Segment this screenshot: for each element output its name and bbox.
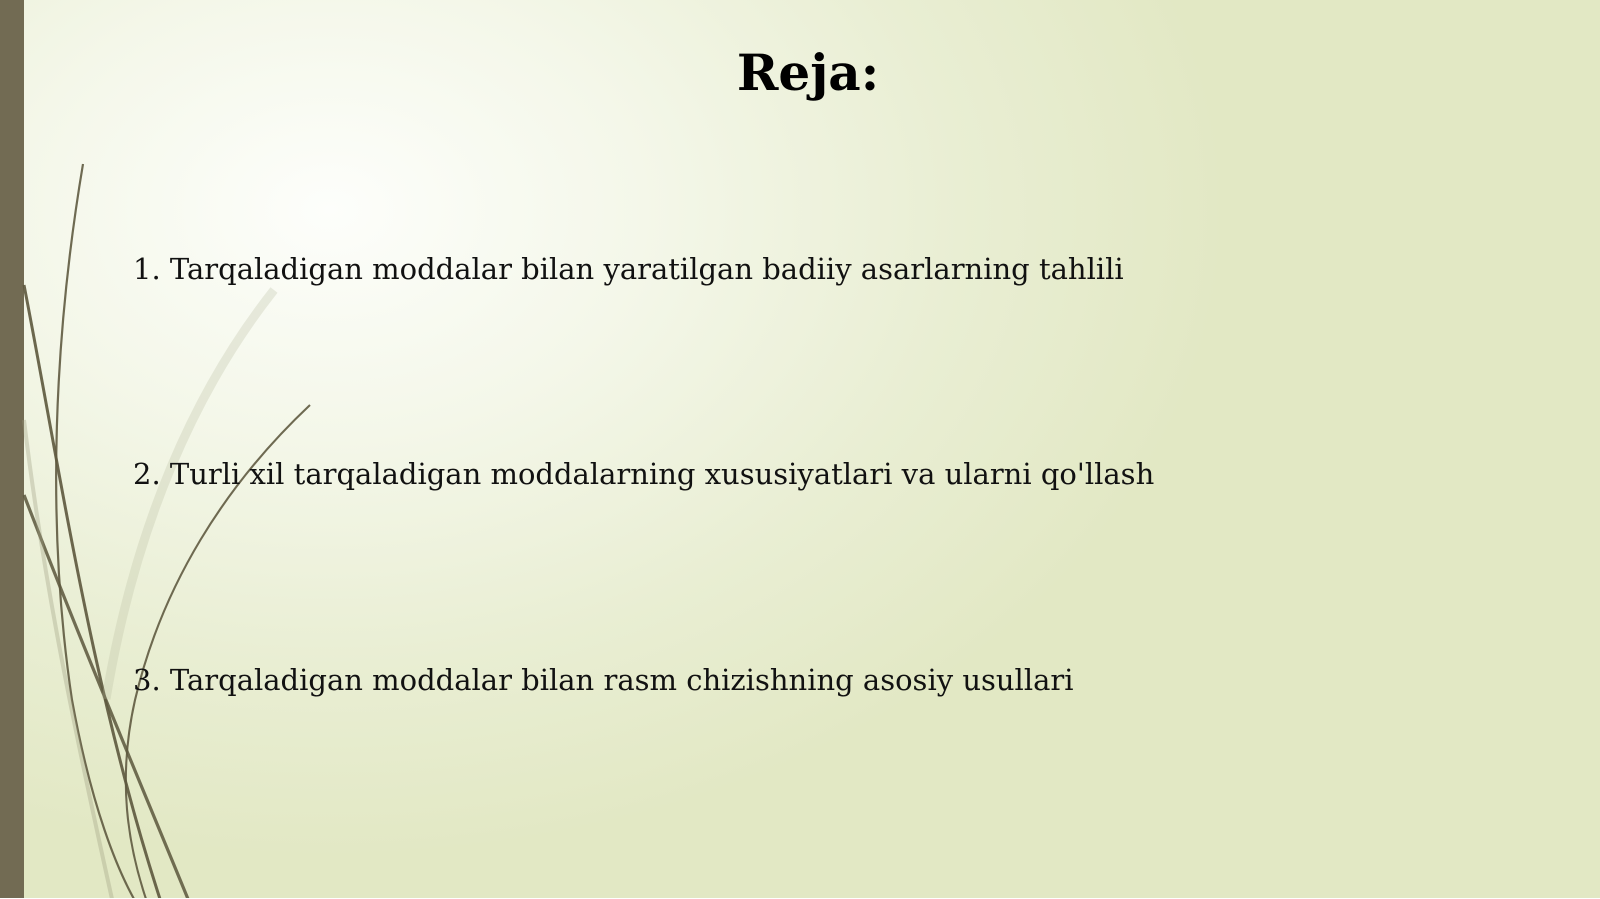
grass-blade-2 [24,285,160,899]
plan-item: 2. Turli xil tarqaladigan moddalarning xususiyatlari va ularni qo'llash [133,457,1155,491]
grass-blade-6 [24,420,112,899]
left-accent-bar [0,0,24,899]
slide-title: Reja: [736,43,880,102]
grass-decoration [0,0,420,899]
grass-blade-5 [106,290,274,699]
grass-blade-1 [56,164,134,899]
plan-item: 1. Tarqaladigan moddalar bilan yaratilgan badiiy asarlarning tahlili [133,252,1124,286]
plan-item: 3. Tarqaladigan moddalar bilan rasm chizishning asosiy usullari [133,663,1074,697]
